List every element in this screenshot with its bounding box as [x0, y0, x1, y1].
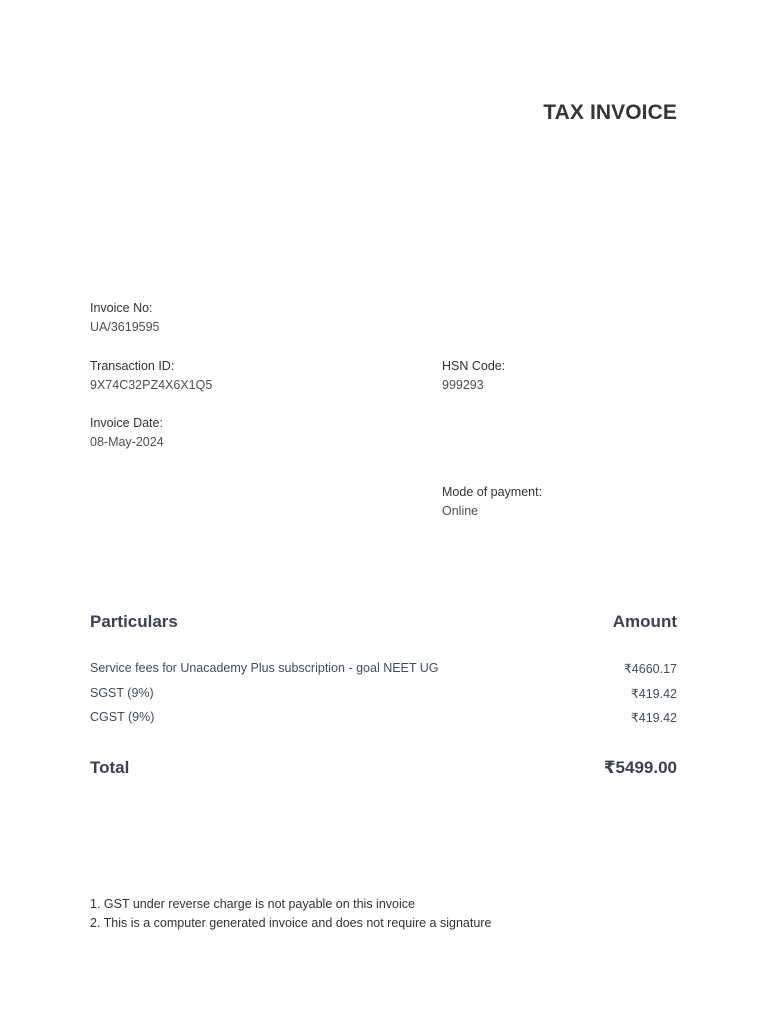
line-item-amount: ₹4660.17 — [623, 662, 677, 676]
invoice-date-field — [90, 414, 164, 452]
line-item-cgst — [90, 710, 677, 735]
invoice-number-field — [90, 299, 160, 337]
transaction-id-label: Transaction ID: — [90, 359, 175, 373]
line-item-description: CGST (9%) — [90, 710, 155, 724]
note-reverse-charge: 1. GST under reverse charge is not payable on this invoice — [90, 897, 415, 911]
note-computer-generated: 2. This is a computer generated invoice and does not require a signature — [90, 915, 492, 930]
line-item-amount: ₹419.42 — [630, 711, 677, 725]
invoice-number-value: UA/3619595 — [90, 320, 160, 334]
line-item-description: Service fees for Unacademy Plus subscription - goal NEET UG — [90, 661, 439, 675]
hsn-code-label: HSN Code: — [442, 359, 506, 373]
particulars-header — [90, 612, 677, 636]
transaction-id-value: 9X74C32PZ4X6X1Q5 — [90, 378, 213, 392]
invoice-notes — [90, 895, 491, 932]
line-item-description: SGST (9%) — [90, 685, 154, 700]
amount-heading: Amount — [612, 612, 677, 631]
payment-mode-label: Mode of payment: — [442, 485, 543, 499]
hsn-code-value: 999293 — [442, 378, 484, 392]
total-amount: ₹5499.00 — [603, 758, 677, 777]
payment-mode-value: Online — [442, 504, 479, 518]
line-item-sgst — [90, 686, 677, 711]
transaction-id-field — [90, 357, 212, 395]
total-label: Total — [90, 758, 130, 777]
line-item-amount: ₹419.42 — [630, 686, 677, 701]
total-row — [90, 758, 677, 782]
particulars-heading: Particulars — [90, 612, 178, 631]
hsn-code-field — [442, 357, 505, 395]
invoice-number-label: Invoice No: — [90, 301, 153, 315]
page-title: TAX INVOICE — [543, 101, 677, 124]
invoice-date-value: 08-May-2024 — [90, 435, 164, 449]
invoice-date-label: Invoice Date: — [90, 416, 163, 430]
line-item-service-fee — [90, 661, 677, 686]
payment-mode-field — [442, 483, 542, 521]
line-items — [90, 661, 677, 735]
